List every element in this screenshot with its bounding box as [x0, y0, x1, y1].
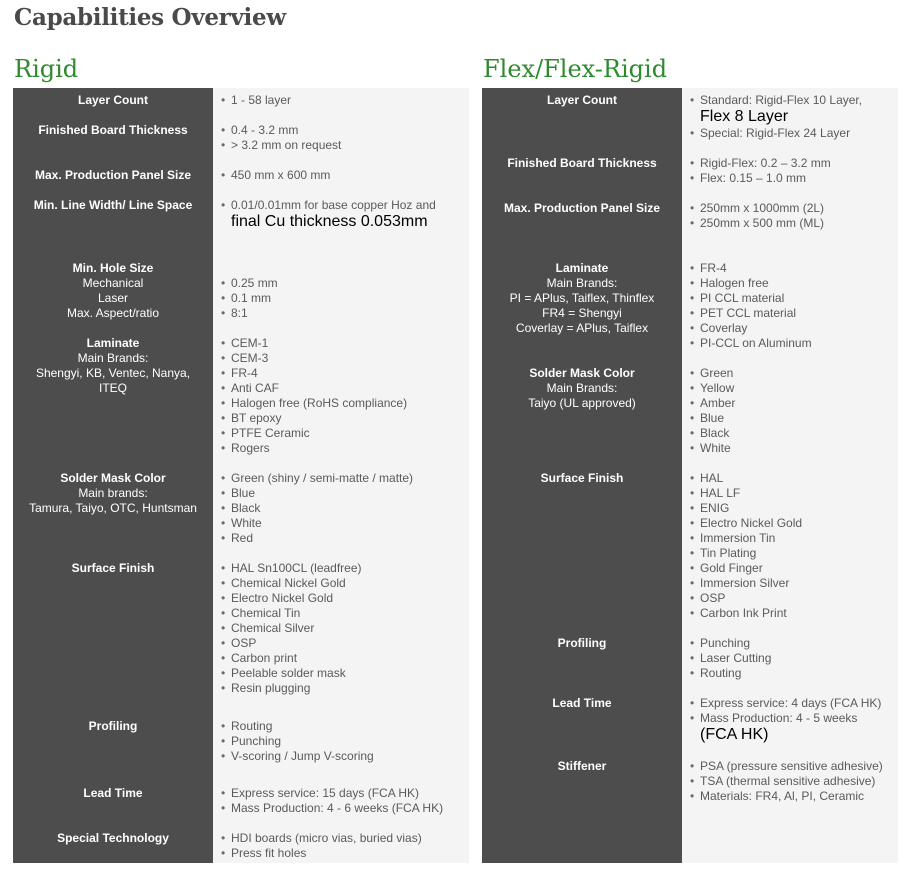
list-item: • CEM-3: [221, 351, 463, 366]
row-label-title: Profiling: [557, 636, 607, 650]
row-values: [682, 156, 898, 186]
row-label-title: Min. Line Width/ Line Space: [33, 198, 193, 212]
table-row: [482, 691, 898, 754]
list-item: • Black: [690, 426, 892, 441]
page-title: Capabilities Overview: [14, 4, 286, 31]
row-label: [13, 93, 213, 108]
list-item: • V-scoring / Jump V-scoring: [221, 749, 463, 764]
list-item: • Electro Nickel Gold: [221, 591, 463, 606]
list-item: • Green (shiny / semi-matte / matte): [221, 471, 463, 486]
row-label-sub: Laser: [97, 291, 129, 305]
rigid-section: [13, 50, 469, 863]
row-values: [682, 471, 898, 621]
list-item: • Halogen free: [690, 276, 892, 291]
list-item-continuation: Flex 8 Layer: [700, 108, 789, 125]
table-row: [482, 361, 898, 466]
row-values: [682, 636, 898, 681]
table-row: [482, 241, 898, 361]
list-item: • Coverlay: [690, 321, 892, 336]
table-row: [13, 331, 469, 466]
list-item: • Green: [690, 366, 892, 381]
row-label-title: Special Technology: [57, 831, 169, 845]
list-item: • Immersion Tin: [690, 531, 892, 546]
list-item-continuation: (FCA HK): [700, 726, 769, 743]
list-item: • Tin Plating: [690, 546, 892, 561]
row-values: [213, 561, 469, 696]
list-item: • Blue: [690, 411, 892, 426]
row-label-sub: FR4 = Shengyi: [542, 306, 622, 320]
list-item: • OSP: [221, 636, 463, 651]
list-item: • Chemical Nickel Gold: [221, 576, 463, 591]
row-label-title: Layer Count: [77, 93, 148, 107]
list-item: • Rogers: [221, 441, 463, 456]
row-label-title: Finished Board Thickness: [507, 156, 657, 170]
table-row: [482, 88, 898, 151]
list-item: • TSA (thermal sensitive adhesive): [690, 774, 892, 789]
list-item: • ENIG: [690, 501, 892, 516]
row-label-title: Min. Hole Size: [72, 261, 154, 275]
row-values: [213, 168, 469, 183]
table-row: [13, 466, 469, 556]
row-label-title: Finished Board Thickness: [38, 123, 188, 137]
list-item: • > 3.2 mm on request: [221, 138, 463, 153]
list-item: • HAL LF: [690, 486, 892, 501]
flex-section-title: Flex/Flex-Rigid: [483, 55, 668, 83]
list-item: • CEM-1: [221, 336, 463, 351]
list-item: • Flex: 0.15 – 1.0 mm: [690, 171, 892, 186]
table-row: [13, 826, 469, 871]
list-item: • Express service: 4 days (FCA HK): [690, 696, 892, 711]
list-item: • Chemical Silver: [221, 621, 463, 636]
row-label-sub: Main brands:: [78, 486, 148, 500]
list-item: • 0.4 - 3.2 mm: [221, 123, 463, 138]
row-values: [213, 198, 469, 231]
row-label-title: Surface Finish: [71, 561, 155, 575]
row-label: [13, 123, 213, 153]
row-label-title: Lead Time: [552, 696, 612, 710]
row-label: [13, 336, 213, 456]
list-item: • Materials: FR4, Al, PI, Ceramic: [690, 789, 892, 804]
list-item: • Halogen free (RoHS compliance): [221, 396, 463, 411]
list-item: [690, 93, 892, 108]
list-item: • Routing: [221, 719, 463, 734]
table-row: [482, 631, 898, 691]
list-item: • PI CCL material: [690, 291, 892, 306]
list-item: • 250mm x 1000mm (2L): [690, 201, 892, 216]
list-item: • Express service: 15 days (FCA HK): [221, 786, 463, 801]
list-item: • PI-CCL on Aluminum: [690, 336, 892, 351]
list-item: • Immersion Silver: [690, 576, 892, 591]
row-label-title: Layer Count: [546, 93, 617, 107]
row-label: [13, 561, 213, 696]
table-row: [13, 706, 469, 781]
list-item: • Black: [221, 501, 463, 516]
row-label-sub: Mechanical: [82, 276, 144, 290]
list-item-text: 0.01/0.01mm for base copper Hoz and: [231, 198, 436, 212]
list-item: • Chemical Tin: [221, 606, 463, 621]
list-item: • PSA (pressure sensitive adhesive): [690, 759, 892, 774]
list-item: • Press fit holes: [221, 846, 463, 861]
row-values: [213, 719, 469, 764]
row-values: [213, 831, 469, 861]
row-label-title: Profiling: [88, 719, 138, 733]
list-item: • BT epoxy: [221, 411, 463, 426]
row-label: [13, 241, 213, 321]
list-item: • HAL: [690, 471, 892, 486]
table-row: [13, 781, 469, 826]
list-item: • Amber: [690, 396, 892, 411]
list-item: • FR-4: [690, 261, 892, 276]
row-label-sub: Coverlay = APlus, Taiflex: [515, 321, 649, 335]
row-label: [482, 636, 682, 681]
row-values: [213, 336, 469, 456]
list-item: • PET CCL material: [690, 306, 892, 321]
list-item: • Resin plugging: [221, 681, 463, 696]
list-item: • Red: [221, 531, 463, 546]
list-item: [690, 711, 892, 726]
table-row: [13, 163, 469, 193]
row-label: [482, 261, 682, 351]
row-label-sub: ITEQ: [98, 381, 127, 395]
flex-capabilities-table: [482, 88, 898, 863]
row-label-sub: Max. Aspect/ratio: [66, 306, 160, 320]
list-item: • FR-4: [221, 366, 463, 381]
row-values: [682, 93, 898, 141]
row-label-title: Max. Production Panel Size: [34, 168, 192, 182]
list-item: • Rigid-Flex: 0.2 – 3.2 mm: [690, 156, 892, 171]
list-item: • Blue: [221, 486, 463, 501]
row-values: [213, 123, 469, 153]
list-item: • White: [221, 516, 463, 531]
list-item: • 8:1: [221, 306, 463, 321]
flex-section: [482, 50, 898, 863]
row-label: [13, 719, 213, 764]
row-label-title: Surface Finish: [540, 471, 624, 485]
list-item: • Gold Finger: [690, 561, 892, 576]
row-label: [482, 471, 682, 621]
table-row: [13, 556, 469, 706]
row-label-sub: Main Brands:: [77, 351, 149, 365]
list-item-continuation: final Cu thickness 0.053mm: [231, 213, 428, 230]
rigid-capabilities-table: [13, 88, 469, 863]
row-label-title: Laminate: [86, 336, 140, 350]
row-label-title: Stiffener: [557, 759, 607, 773]
table-row: [13, 118, 469, 163]
list-item: • Carbon print: [221, 651, 463, 666]
row-values: [682, 696, 898, 744]
list-item: • Punching: [690, 636, 892, 651]
list-item: • PTFE Ceramic: [221, 426, 463, 441]
table-row: [482, 151, 898, 196]
list-item: • Yellow: [690, 381, 892, 396]
row-values: [213, 786, 469, 816]
list-item: • 0.1 mm: [221, 291, 463, 306]
table-row: [13, 241, 469, 331]
list-item: • Carbon Ink Print: [690, 606, 892, 621]
list-item-text: Standard: Rigid-Flex 10 Layer,: [700, 93, 863, 107]
row-label-sub: Main Brands:: [546, 381, 618, 395]
table-row: [482, 196, 898, 241]
row-label: [482, 366, 682, 456]
table-row: [482, 754, 898, 814]
list-item: • Mass Production: 4 - 6 weeks (FCA HK): [221, 801, 463, 816]
list-item: • Punching: [221, 734, 463, 749]
list-item: • Peelable solder mask: [221, 666, 463, 681]
row-label-title: Laminate: [555, 261, 609, 275]
row-label-sub: Shengyi, KB, Ventec, Nanya,: [35, 366, 191, 380]
row-label: [482, 201, 682, 231]
row-label: [482, 156, 682, 186]
row-label-sub: Taiyo (UL approved): [528, 396, 636, 410]
row-label: [13, 198, 213, 231]
row-label: [482, 759, 682, 804]
row-label-title: Solder Mask Color: [529, 366, 635, 380]
row-label: [13, 831, 213, 861]
row-label-title: Solder Mask Color: [60, 471, 166, 485]
row-values: [682, 366, 898, 456]
list-item: • Routing: [690, 666, 892, 681]
row-values: [682, 201, 898, 231]
list-item: • Electro Nickel Gold: [690, 516, 892, 531]
list-item: • Laser Cutting: [690, 651, 892, 666]
row-values: [213, 241, 469, 321]
list-item: • Special: Rigid-Flex 24 Layer: [690, 126, 892, 141]
row-label: [13, 471, 213, 546]
rigid-section-title: Rigid: [14, 55, 79, 83]
table-row: [482, 466, 898, 631]
table-row: [13, 88, 469, 118]
row-label-title: Lead Time: [83, 786, 143, 800]
list-item: • Anti CAF: [221, 381, 463, 396]
list-item: • White: [690, 441, 892, 456]
list-item: • 0.25 mm: [221, 276, 463, 291]
row-label: [13, 168, 213, 183]
row-label-sub: PI = APlus, Taiflex, Thinflex: [509, 291, 655, 305]
list-item: • 450 mm x 600 mm: [221, 168, 463, 183]
row-values: [682, 759, 898, 804]
list-item-text: Mass Production: 4 - 5 weeks: [700, 711, 858, 725]
list-item: • HAL Sn100CL (leadfree): [221, 561, 463, 576]
row-values: [682, 261, 898, 351]
list-item: • HDI boards (micro vias, buried vias): [221, 831, 463, 846]
list-item: • 250mm x 500 mm (ML): [690, 216, 892, 231]
row-label: [13, 786, 213, 816]
table-row: [13, 193, 469, 241]
row-label-sub: Tamura, Taiyo, OTC, Huntsman: [29, 501, 197, 515]
list-item: • 1 - 58 layer: [221, 93, 463, 108]
row-label: [482, 696, 682, 744]
row-values: [213, 471, 469, 546]
row-values: [213, 93, 469, 108]
row-label: [482, 93, 682, 141]
row-label-title: Max. Production Panel Size: [503, 201, 661, 215]
list-item: [221, 198, 463, 213]
row-label-sub: Main Brands:: [546, 276, 618, 290]
list-item: • OSP: [690, 591, 892, 606]
